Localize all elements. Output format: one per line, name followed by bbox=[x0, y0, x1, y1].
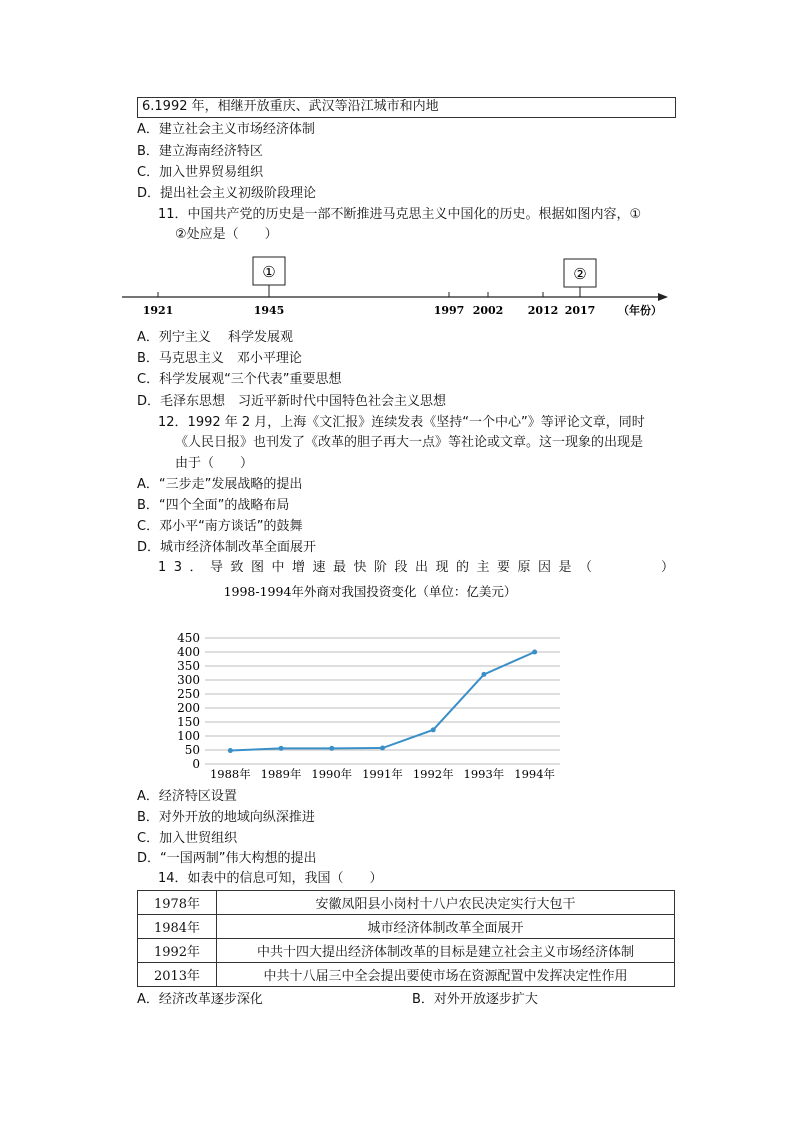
q6-option-a[interactable]: A．建立社会主义市场经济体制 bbox=[137, 122, 315, 137]
chart-y-tick-label: 450 bbox=[177, 631, 200, 645]
timeline-year-2017: 2017 bbox=[564, 304, 596, 317]
timeline-year-1921: 1921 bbox=[142, 304, 174, 317]
timeline-arrow-icon bbox=[658, 293, 668, 301]
q13-stem: 13．导致图中增速最快阶段出现的主要原因是（ ） bbox=[158, 560, 682, 575]
chart-x-tick-label: 1988年 bbox=[209, 767, 251, 781]
chart-data-point bbox=[329, 746, 334, 751]
q14-stem: 14．如表中的信息可知，我国（ ） bbox=[158, 871, 383, 886]
q11-stem-line1: 11．中国共产党的历史是一部不断推进马克思主义中国化的历史。根据如图内容，① bbox=[158, 207, 642, 222]
chart-data-point bbox=[279, 746, 284, 751]
q12-option-b[interactable]: B．“四个全面”的战略布局 bbox=[137, 498, 290, 513]
q11-option-c[interactable]: C．科学发展观“三个代表”重要思想 bbox=[137, 372, 342, 387]
q13-option-a[interactable]: A．经济特区设置 bbox=[137, 789, 237, 804]
chart-y-tick-label: 50 bbox=[184, 743, 200, 757]
chart-y-tick-label: 100 bbox=[177, 729, 200, 743]
chart-y-tick-label: 150 bbox=[177, 715, 200, 729]
q11-timeline bbox=[0, 250, 794, 325]
chart-data-point bbox=[380, 746, 385, 751]
q13-option-b[interactable]: B．对外开放的地域向纵深推进 bbox=[137, 810, 315, 825]
timeline-marker-1: ① bbox=[262, 263, 276, 281]
q6-option-b[interactable]: B．建立海南经济特区 bbox=[137, 144, 263, 159]
q14-option-b[interactable]: B．对外开放逐步扩大 bbox=[412, 992, 538, 1007]
chart-x-tick-label: 1992年 bbox=[412, 767, 454, 781]
q12-stem-line3: 由于（ ） bbox=[175, 456, 254, 471]
timeline-year-1945: 1945 bbox=[253, 304, 285, 317]
q11-option-a[interactable]: A．列宁主义 科学发展观 bbox=[137, 330, 294, 345]
chart-y-tick-label: 250 bbox=[177, 687, 200, 701]
investment-line-chart bbox=[0, 575, 794, 790]
q13-option-c[interactable]: C．加入世贸组织 bbox=[137, 831, 238, 846]
table-cell-year: 1978年 bbox=[138, 891, 217, 915]
timeline-marker-2: ② bbox=[573, 265, 587, 283]
q14-option-a[interactable]: A．经济改革逐步深化 bbox=[137, 992, 263, 1007]
chart-y-tick-label: 200 bbox=[177, 701, 200, 715]
chart-x-tick-label: 1990年 bbox=[311, 767, 353, 781]
chart-y-tick-label: 300 bbox=[177, 673, 200, 687]
q11-stem-line2: ②处应是（ ） bbox=[175, 227, 278, 242]
timeline-year-2012: 2012 bbox=[527, 304, 559, 317]
chart-data-point bbox=[532, 650, 537, 655]
q12-stem-line2: 《人民日报》也刊发了《改革的胆子再大一点》等社论或文章。这一现象的出现是 bbox=[175, 435, 644, 450]
chart-x-tick-label: 1991年 bbox=[362, 767, 403, 781]
chart-y-tick-label: 400 bbox=[177, 645, 200, 659]
q6-option-c[interactable]: C．加入世界贸易组织 bbox=[137, 165, 264, 180]
table-row bbox=[138, 963, 675, 987]
timeline-unit: （年份） bbox=[618, 304, 662, 317]
timeline-year-2002: 2002 bbox=[472, 304, 504, 317]
q12-option-d[interactable]: D．城市经济体制改革全面展开 bbox=[137, 540, 317, 555]
chart-data-point bbox=[431, 727, 436, 732]
table-row bbox=[138, 939, 675, 963]
chart-data-point bbox=[228, 748, 233, 753]
q12-option-a[interactable]: A．“三步走”发展战略的提出 bbox=[137, 477, 303, 492]
q12-option-c[interactable]: C．邓小平“南方谈话”的鼓舞 bbox=[137, 519, 303, 534]
table-cell-event: 中共十八届三中全会提出要使市场在资源配置中发挥决定性作用 bbox=[217, 963, 675, 987]
table-cell-year: 1992年 bbox=[138, 939, 217, 963]
q12-stem-line1: 12．1992 年 2 月，上海《文汇报》连续发表《坚持“一个中心”》等评论文章，同时 bbox=[158, 415, 645, 430]
table-cell-year: 1984年 bbox=[138, 915, 217, 939]
chart-data-point bbox=[481, 672, 486, 677]
table-row bbox=[138, 891, 675, 915]
table-cell-event: 中共十四大提出经济体制改革的目标是建立社会主义市场经济体制 bbox=[217, 939, 675, 963]
chart-y-tick-label: 0 bbox=[192, 757, 200, 771]
table-row bbox=[138, 915, 675, 939]
q11-option-b[interactable]: B．马克思主义 邓小平理论 bbox=[137, 351, 302, 366]
table-cell-event: 城市经济体制改革全面展开 bbox=[217, 915, 675, 939]
chart-y-tick-label: 350 bbox=[177, 659, 200, 673]
chart-x-tick-label: 1989年 bbox=[260, 767, 302, 781]
q11-option-d[interactable]: D．毛泽东思想 习近平新时代中国特色社会主义思想 bbox=[137, 394, 447, 409]
q14-table bbox=[137, 890, 675, 987]
q6-stem: 6.1992 年，相继开放重庆、武汉等沿江城市和内地 bbox=[137, 97, 676, 118]
timeline-year-1997: 1997 bbox=[433, 304, 465, 317]
chart-x-tick-label: 1993年 bbox=[463, 767, 505, 781]
q6-option-d[interactable]: D．提出社会主义初级阶段理论 bbox=[137, 186, 317, 201]
table-cell-year: 2013年 bbox=[138, 963, 217, 987]
chart-title: 1998-1994年外商对我国投资变化（单位：亿美元） bbox=[223, 584, 517, 599]
q13-option-d[interactable]: D．“一国两制”伟大构想的提出 bbox=[137, 851, 317, 866]
table-cell-event: 安徽凤阳县小岗村十八户农民决定实行大包干 bbox=[217, 891, 675, 915]
chart-x-tick-label: 1994年 bbox=[514, 767, 556, 781]
